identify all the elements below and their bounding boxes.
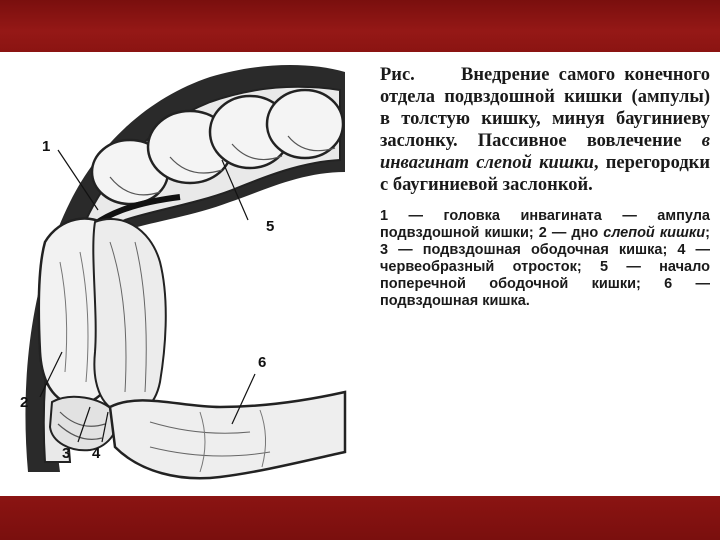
caption-title (380, 64, 710, 196)
top-band (0, 0, 720, 52)
haustrum-4 (267, 90, 343, 158)
figure-label-1: 1 (42, 138, 51, 155)
intestine-illustration (0, 52, 360, 496)
caption-legend (380, 208, 710, 310)
caption-legend-part-1: 1 — головка инвагината — ампула подвздошной кишки; 2 — дно (380, 208, 710, 241)
caption-title-italic: в инвагинат слепой кишки (380, 131, 710, 173)
figure-label-2: 2 (20, 394, 29, 411)
caption-title-main: Внедрение самого конечного отдела подвздошной кишки (ампулы) в толстую кишку, минуя баугиниеву заслонку. Пассивное вовлечение (380, 65, 710, 151)
caption-legend-italic: слепой кишки (603, 225, 706, 241)
caption-legend-part-2: ; 3 — подвздошная ободочная кишка; 4 — червеобразный отросток; 5 — начало поперечной ободочной кишки; 6 — подвздошная кишка. (380, 225, 710, 309)
figure-label-3: 3 (62, 445, 71, 462)
ileocolic-base (50, 397, 117, 450)
caption-title-tail: , перегородки с баугиниевой заслонкой. (380, 153, 710, 195)
ileum-loop (93, 219, 165, 413)
caption-figure-ref: Рис. (380, 65, 415, 85)
slide-content (0, 52, 720, 496)
figure-caption (380, 64, 710, 310)
figure-label-5: 5 (266, 218, 275, 235)
ileum-tube (110, 392, 345, 478)
figure-label-6: 6 (258, 354, 267, 371)
intestine-drawing (0, 52, 360, 496)
bottom-band (0, 496, 720, 540)
figure-label-4: 4 (92, 445, 101, 462)
